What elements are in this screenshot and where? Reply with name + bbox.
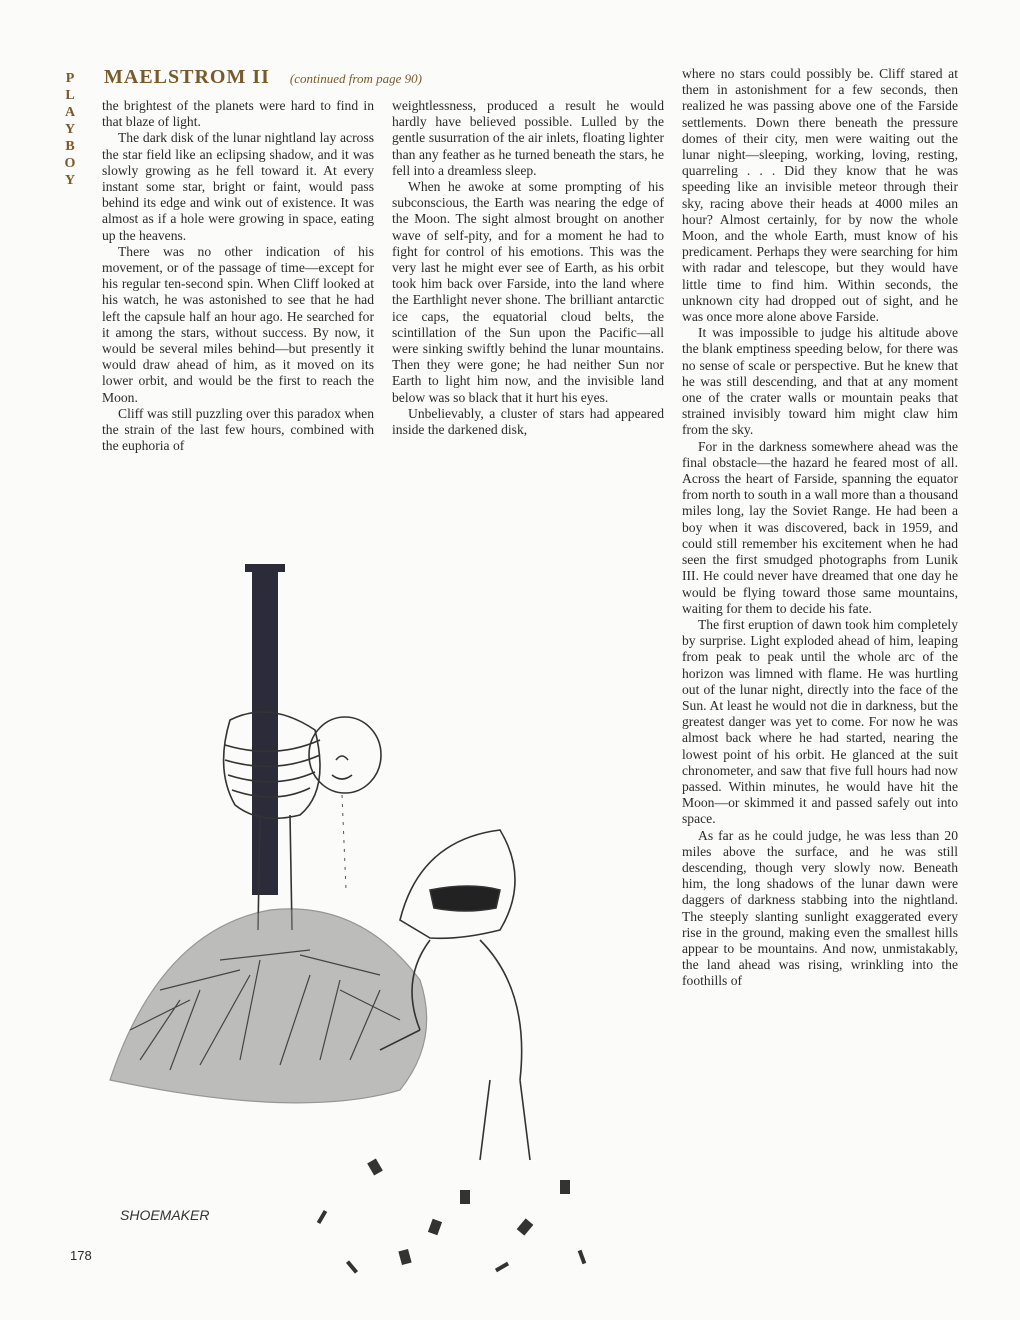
paragraph: the brightest of the planets were hard to find in that blaze of light. [102, 98, 374, 130]
paragraph: Cliff was still puzzling over this paradox when the strain of the last few hours, combined with the euphoria of [102, 405, 374, 454]
continued-note: (continued from page 90) [289, 71, 422, 86]
artist-signature: SHOEMAKER [120, 1207, 210, 1223]
paragraph: The first eruption of dawn took him completely by surprise. Light exploded ahead of him, leaping from peak to peak until the whole arc of the horizon was limned with flame. He was hurtling out of the lunar night, directly into the face of the Sun. At least he would not die in darkness, but the greatest danger was yet to come. For now he was almost back where he had started, nearing the lowest point of his orbit. He glanced at the suit chronometer, and saw that five full hours had now passed. Within minutes, he would have hit the Moon—or skimmed it and passed safely out into space. [682, 616, 958, 827]
bound-figure [224, 712, 381, 930]
article-headline [104, 66, 422, 89]
paragraph: weightlessness, produced a result he would hardly have believed possible. Lulled by the gentle susurration of the air inlets, floating lighter than any feather as he turned beneath the stars, he fell into a dreamless sleep. [392, 98, 664, 178]
cartoon-illustration [100, 560, 660, 1280]
paragraph: For in the darkness somewhere ahead was the final obstacle—the hazard he feared most of all. Across the heart of Farside, spanning the equator from north to south in a wall more than a thousand miles long, lay the Soviet Range. He had been a boy when it was discovered, back in 1959, and could still remember his excitement when he had seen the first smudged photographs from Lunik III. He could never have dreamed that one day he would be flying toward those same mountains, waiting for them to decide his fate. [682, 438, 958, 616]
article-title: MAELSTROM II [104, 66, 270, 88]
brush-pile [110, 909, 427, 1103]
mag-letter: A [64, 105, 76, 120]
mag-letter: Y [64, 122, 76, 137]
stake [252, 565, 278, 895]
mag-letter: O [64, 156, 76, 171]
mag-letter: Y [64, 173, 76, 188]
paragraph: There was no other indication of his movement, or of the passage of time—except for his regular ten-second spin. When Cliff looked at his watch, he was astonished to see that he had left the capsule half an hour ago. He searched for it among the stars, without success. By now, it would be several miles behind—but presently it would draw ahead of him, as it moved on its lower orbit, and would be the first to reach the Moon. [102, 243, 374, 405]
mag-letter: L [65, 88, 75, 103]
paragraph: As far as he could judge, he was less than 20 miles above the surface, and he was still descending, though very slowly now. Beneath him, the long shadows of the lunar dawn were daggers of darkness stabbing into the nightland. The steeply slanting sunlight exaggerated every rise in the ground, making even the smallest hills appear to be mountains. And now, unmistakably, the land ahead was rising, wrinkling into the foothills of [682, 827, 958, 989]
paragraph: where no stars could possibly be. Cliff stared at them in astonishment for a few seconds, then realized he was passing above one of the Farside settlements. Down there beneath the pressure domes of their city, men were waiting out the lunar night—sleeping, working, loving, resting, quarreling . . . Did they know that he was speeding like an invisible meteor through their sky, racing above their heads at 4000 miles an hour? Almost certainly, for by now the whole Moon, and the whole Earth, must know of his predicament. Perhaps they were searching for him with radar and telescope, but they would have little time to find him. Within seconds, the unknown city had dropped out of sight, and he was once more alone above Farside. [682, 66, 958, 325]
paragraph: Unbelievably, a cluster of stars had appeared inside the darkened disk, [392, 405, 664, 438]
mag-letter: P [65, 71, 75, 86]
mag-letter: B [65, 139, 75, 154]
stake-cap [245, 564, 285, 572]
scattered-matches [317, 1158, 587, 1273]
drip-line [342, 795, 346, 890]
text-column-2 [392, 98, 664, 438]
paragraph: The dark disk of the lunar nightland lay across the star field like an eclipsing shadow, and it was slowly growing as he fell toward it. At every instant some star, bright or faint, would pass behind its edge and wink out of existence. It was almost as if a hole were growing in space, eating up the heavens. [102, 130, 374, 243]
text-column-3 [682, 66, 958, 990]
paragraph: It was impossible to judge his altitude above the blank emptiness speeding below, for there was no sense of scale or perspective. But he knew that he was still descending, and that at any moment one of the crater walls or mountain peaks that strained invisibly toward him might claw him from the sky. [682, 325, 958, 438]
magazine-name-vertical [58, 70, 82, 189]
page-number: 178 [70, 1248, 92, 1263]
paragraph: When he awoke at some prompting of his subconscious, the Earth was nearing the edge of the Moon. The sight almost brought on another wave of self-pity, and for a moment he had to fight for control of his emotions. This was the very last he might ever see of Earth, as his orbit took him back over Farside, into the land where the Earthlight never shone. The brilliant antarctic ice caps, the equatorial cloud belts, the scintillation of the Sun upon the Pacific—all were sinking swiftly behind the lunar mountains. Then they were gone; he had neither Sun nor Earth to light him now, and the invisible land below was so black that it hurt his eyes. [392, 179, 664, 405]
text-column-1 [102, 98, 374, 454]
